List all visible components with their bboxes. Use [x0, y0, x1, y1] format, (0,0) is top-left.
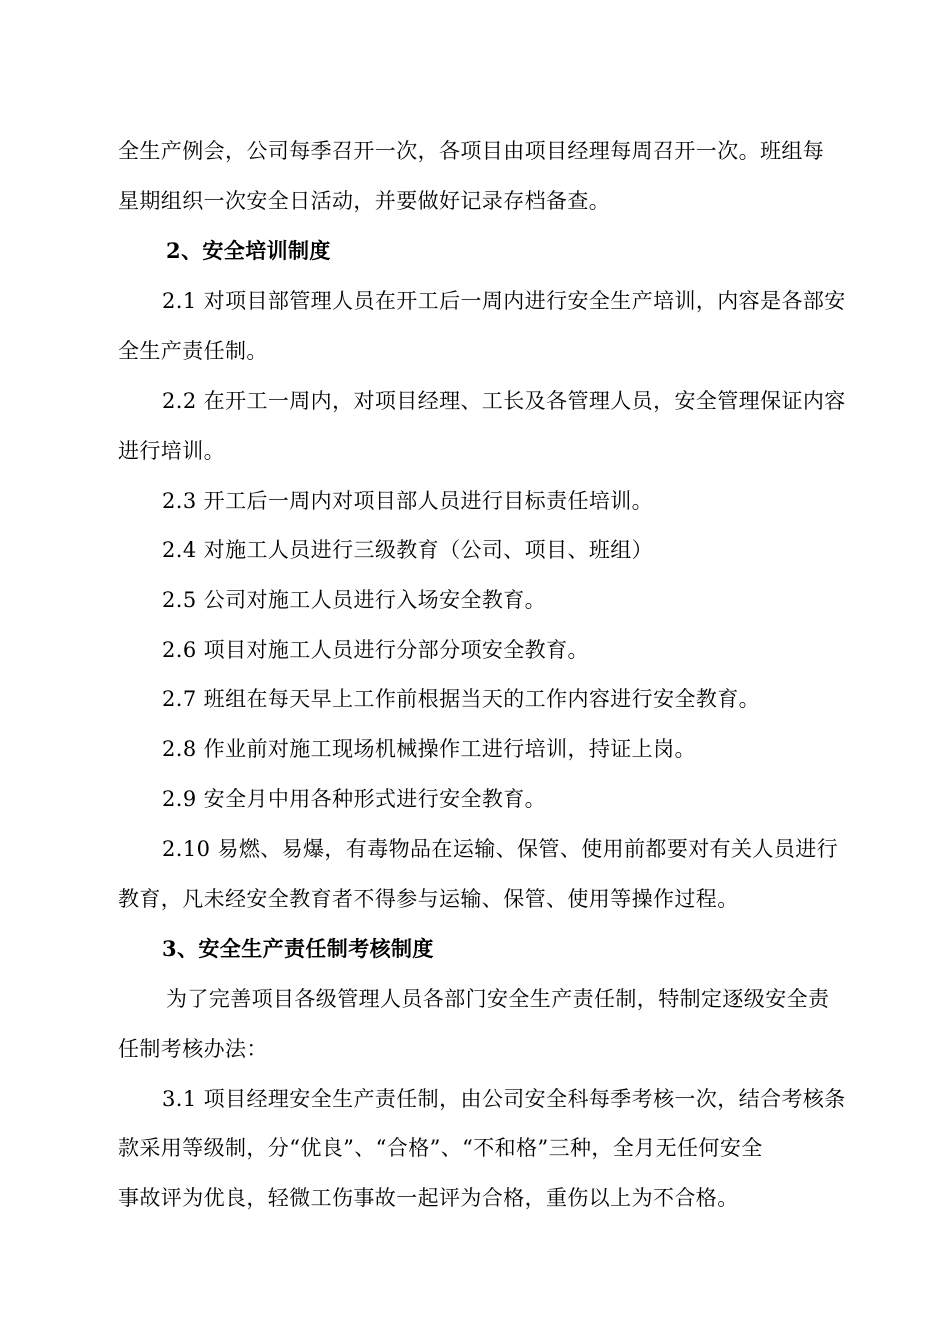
text-line: 教育，凡未经安全教育者不得参与运输、保管、使用等操作过程。	[118, 887, 739, 911]
text-line: 任制考核办法：	[118, 1037, 268, 1061]
text-line: 2.7 班组在每天早上工作前根据当天的工作内容进行安全教育。	[162, 687, 761, 711]
text-line: 2.5 公司对施工人员进行入场安全教育。	[162, 588, 547, 612]
text-line: 为了完善项目各级管理人员各部门安全生产责任制，特制定逐级安全责	[166, 987, 830, 1011]
text-line: 2.6 项目对施工人员进行分部分项安全教育。	[162, 638, 589, 662]
text-line: 2.3 开工后一周内对项目部人员进行目标责任培训。	[162, 489, 654, 513]
section-heading: 3、安全生产责任制考核制度	[162, 936, 434, 961]
text-line: 全生产责任制。	[118, 339, 268, 363]
text-line: 款采用等级制，分“优良”、“合格”、“不和格”三种，全月无任何安全	[118, 1136, 763, 1160]
text-line: 2.10 易燃、易爆，有毒物品在运输、保管、使用前都要对有关人员进行	[162, 837, 839, 861]
text-line: 进行培训。	[118, 439, 225, 463]
text-line: 2.9 安全月中用各种形式进行安全教育。	[162, 787, 547, 811]
text-line: 2.1 对项目部管理人员在开工后一周内进行安全生产培训，内容是各部安	[162, 289, 846, 313]
text-line: 2.8 作业前对施工现场机械操作工进行培训，持证上岗。	[162, 737, 696, 761]
text-line: 事故评为优良，轻微工伤事故一起评为合格，重伤以上为不合格。	[118, 1186, 739, 1210]
text-line: 2.4 对施工人员进行三级教育（公司、项目、班组）	[162, 538, 654, 562]
section-heading: 2、安全培训制度	[166, 238, 331, 263]
text-line: 3.1 项目经理安全生产责任制，由公司安全科每季考核一次，结合考核条	[162, 1087, 846, 1111]
text-line: 星期组织一次安全日活动，并要做好记录存档备查。	[118, 189, 611, 213]
text-line: 2.2 在开工一周内，对项目经理、工长及各管理人员，安全管理保证内容	[162, 389, 846, 413]
text-line: 全生产例会，公司每季召开一次，各项目由项目经理每周召开一次。班组每	[118, 139, 825, 163]
